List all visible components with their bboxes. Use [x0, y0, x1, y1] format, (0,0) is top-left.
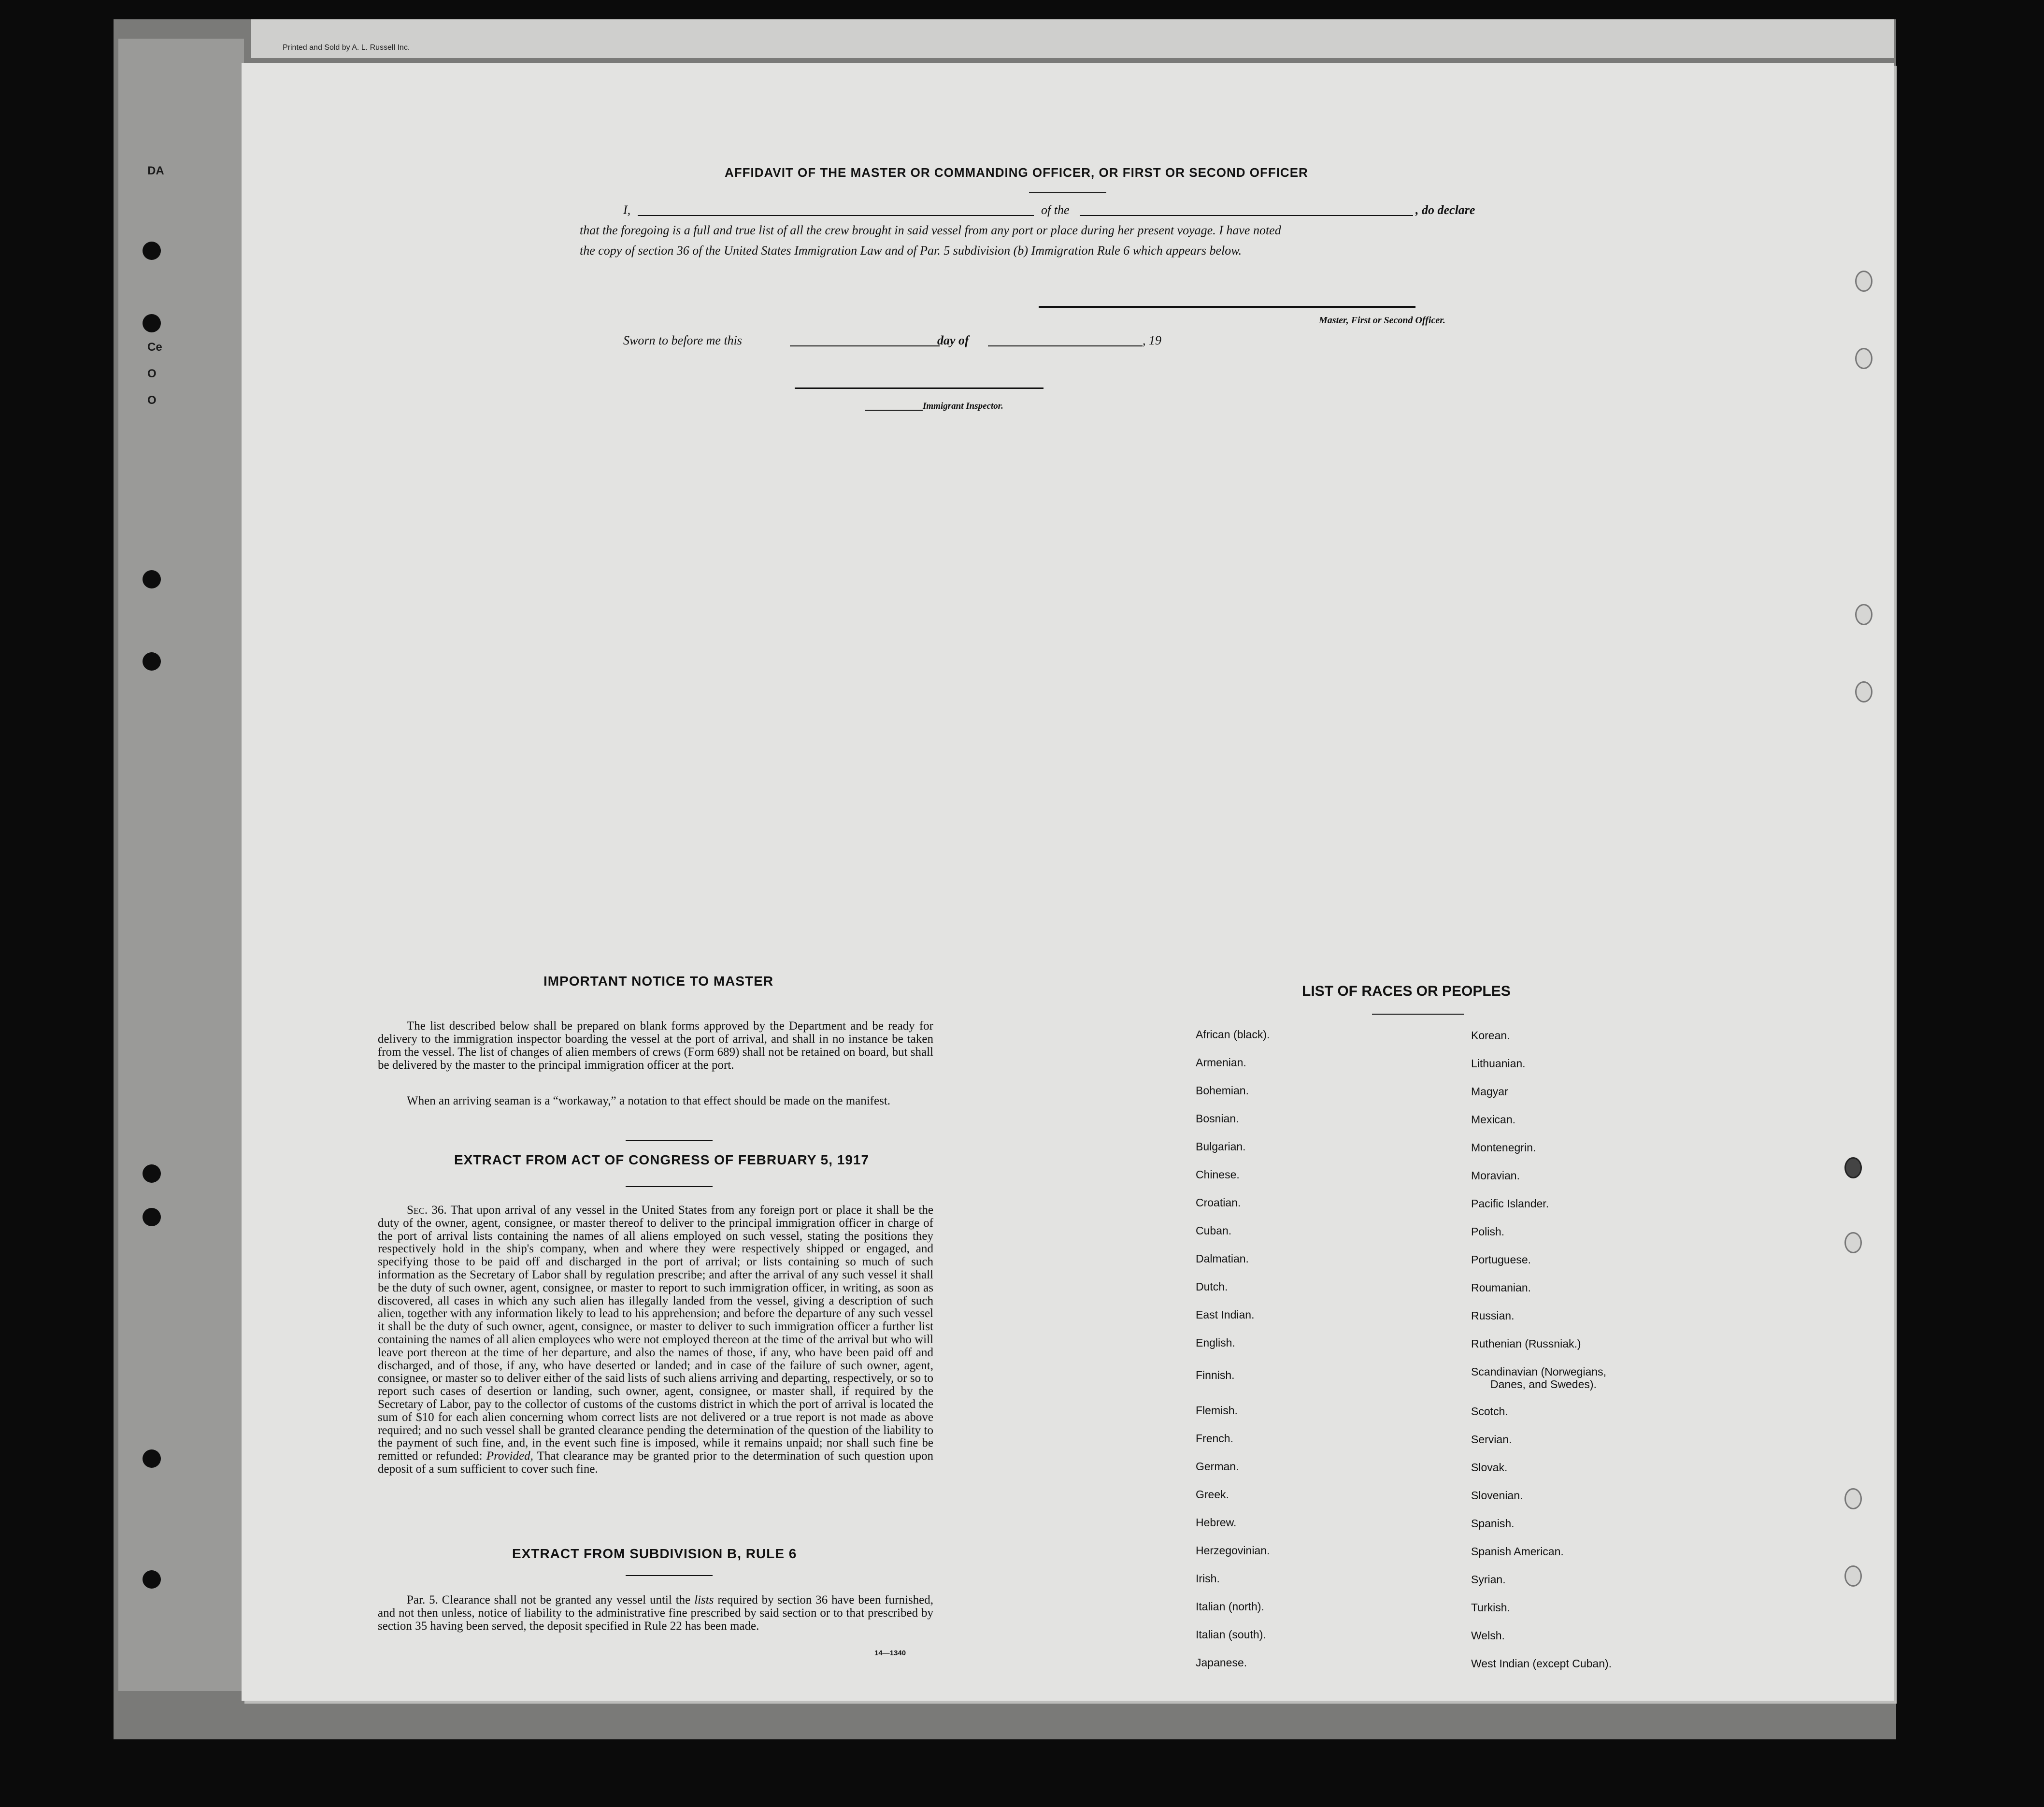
race-item: Portuguese.: [1471, 1253, 1531, 1266]
race-item: Hebrew.: [1196, 1516, 1237, 1529]
provided-text: Provided,: [486, 1449, 533, 1463]
race-item: Lithuanian.: [1471, 1057, 1526, 1070]
section-36-label: Sec. 36.: [407, 1204, 447, 1217]
race-item: Bulgarian.: [1196, 1140, 1246, 1153]
par-5-body-a: Par. 5. Clearance shall not be granted any vessel until the: [407, 1593, 691, 1606]
binder-ring: [1855, 271, 1872, 292]
binder-ring: [1844, 1565, 1862, 1587]
inspector-signature-line[interactable]: [795, 387, 1043, 389]
race-item: Scandinavian (Norwegians,: [1471, 1365, 1606, 1378]
punch-hole: [143, 1449, 161, 1468]
race-item: Magyar: [1471, 1085, 1508, 1098]
title-rule: [1029, 192, 1106, 193]
race-item: Turkish.: [1471, 1601, 1510, 1614]
binder-ring: [1855, 681, 1872, 703]
race-item: Spanish.: [1471, 1517, 1515, 1530]
binder-ring: [1844, 1232, 1862, 1253]
race-item: Spanish American.: [1471, 1545, 1564, 1558]
race-item: West Indian (except Cuban).: [1471, 1657, 1612, 1670]
race-item: Japanese.: [1196, 1656, 1247, 1669]
race-item: Scotch.: [1471, 1405, 1508, 1418]
form-number: 14—1340: [874, 1649, 906, 1657]
section-36-end: That clearance may be granted prior to the determination of such question upon deposit of a sum sufficient to cover such fine.: [378, 1449, 933, 1476]
section-36-body: That upon arrival of any vessel in the United States from any foreign port or place it shall be the duty of the owner, agent, consignee, or master thereof to deliver to the principal immigration officer in charge of the port of arrival lists containing the names of all aliens employed on such vessel, stating the positions they respectively hold in the ship's company, when and where they were respectively shipped or engaged, and specifying those to be paid off and discharged in the port of arrival; or lists containing so much of such information as the Secretary of Labor shall by regulation prescribe; and after the arrival of any such vessel it shall be the duty of such owner, agent, consignee, or master to report to such immigration officer, in writing, as soon as discovered, all cases in which any such alien has illegally landed from the vessel, giving a description of such alien, together with any information likely to lead to his apprehension; and before the departure of any such vessel it shall be the duty of such owner, agent, consignee, or master to deliver to such immigration officer a further list containing the names of all alien employees who were not employed thereon at the time of the arrival but who will leave port thereon at the time of her departure, and also the names of those, if any, who have been paid off and discharged, and of those, if any, who have deserted or landed; and in case of the failure of such owner, agent, consignee, or master so to deliver either of the said lists of such aliens arriving and departing, respectively, or so to report such cases of desertion or landing, such owner, agent, consignee, or master shall, if required by the Secretary of Labor, pay to the collector of customs of the customs district in which the port of arrival is located the sum of $10 for each alien concerning whom correct lists are not delivered or a true report is not made as above required; and no such vessel shall be granted clearance pending the determination of the question of the liability to the payment of such fine, and, in the event such fine is imposed, while it remains unpaid; nor shall such fine be remitted or refunded:: [378, 1204, 933, 1463]
race-item: Roumanian.: [1471, 1281, 1531, 1294]
race-item: Slovak.: [1471, 1461, 1508, 1474]
sworn-text: Sworn to before me this: [623, 333, 743, 347]
day-of-text: day of: [937, 333, 969, 347]
race-item: Cuban.: [1196, 1224, 1232, 1237]
race-item: Croatian.: [1196, 1196, 1241, 1209]
strip-fragment: Ce: [147, 341, 162, 354]
notice-paragraph-1: The list described below shall be prepared on blank forms approved by the Department and be ready for delivery to the immigration inspector boarding the vessel at the port of arrival, and shall in no instance be taken from the vessel. The list of changes of alien members of crews (Form 689) shall not be retained on board, but shall be delivered by the master to the principal immigration officer at the port.: [378, 1019, 933, 1072]
printer-line: Printed and Sold by A. L. Russell Inc.: [283, 43, 410, 52]
race-item: East Indian.: [1196, 1308, 1255, 1321]
race-item: Mexican.: [1471, 1113, 1516, 1126]
sworn-day-line[interactable]: [790, 345, 940, 346]
race-item: Ruthenian (Russniak.): [1471, 1337, 1581, 1350]
race-item: Syrian.: [1471, 1573, 1506, 1586]
race-item: German.: [1196, 1460, 1239, 1473]
section-rule: [626, 1186, 713, 1187]
sworn-month-line[interactable]: [988, 345, 1143, 346]
binder-ring: [1855, 348, 1872, 369]
race-item: Dalmatian.: [1196, 1252, 1249, 1265]
form-page: [242, 63, 1894, 1701]
race-item: Chinese.: [1196, 1168, 1240, 1181]
race-item: Armenian.: [1196, 1056, 1246, 1069]
race-item: Greek.: [1196, 1488, 1229, 1501]
left-sheet-strip: [118, 39, 244, 1691]
punch-hole: [143, 570, 161, 588]
race-item: Dutch.: [1196, 1280, 1228, 1293]
lists-text: lists: [694, 1593, 714, 1606]
race-item: Pacific Islander.: [1471, 1197, 1549, 1210]
race-item: Flemish.: [1196, 1404, 1238, 1417]
race-item: Servian.: [1471, 1433, 1512, 1446]
race-item: Bosnian.: [1196, 1112, 1239, 1125]
race-item-continued: Danes, and Swedes).: [1490, 1378, 1597, 1391]
race-item: Irish.: [1196, 1572, 1220, 1585]
race-item: Korean.: [1471, 1029, 1510, 1042]
race-item: Italian (south).: [1196, 1628, 1266, 1641]
affidavit-i: I,: [623, 203, 631, 217]
strip-fragment: O: [147, 367, 157, 380]
strip-fragment: DA: [147, 164, 164, 177]
punch-hole: [143, 652, 161, 671]
binder-ring: [1844, 1488, 1862, 1509]
name-line[interactable]: [638, 215, 1034, 216]
race-item: Herzegovinian.: [1196, 1544, 1270, 1557]
affidavit-line3: the copy of section 36 of the United States Immigration Law and of Par. 5 subdivision (b) Immigration Rule 6 which appears below.: [580, 244, 1242, 258]
affidavit-of-the: of the: [1041, 203, 1070, 217]
punch-hole: [143, 1164, 161, 1183]
inspector-label: Immigrant Inspector.: [923, 401, 1003, 411]
par-5-text: [378, 1593, 933, 1633]
punch-hole: [143, 242, 161, 260]
notice-title: IMPORTANT NOTICE TO MASTER: [543, 974, 774, 989]
race-item: Slovenian.: [1471, 1489, 1523, 1502]
race-item: Italian (north).: [1196, 1600, 1264, 1613]
rule-extract-title: EXTRACT FROM SUBDIVISION B, RULE 6: [512, 1546, 797, 1561]
race-item: Bohemian.: [1196, 1084, 1249, 1097]
race-item: Montenegrin.: [1471, 1141, 1536, 1154]
binder-ring: [1844, 1157, 1862, 1178]
affidavit-line2: that the foregoing is a full and true list of all the crew brought in said vessel from any port or place during her present voyage. I have noted: [580, 223, 1281, 237]
section-rule: [626, 1575, 713, 1576]
race-item: Welsh.: [1471, 1629, 1505, 1642]
race-item: Russian.: [1471, 1309, 1515, 1322]
race-item: Moravian.: [1471, 1169, 1520, 1182]
congress-extract-title: EXTRACT FROM ACT OF CONGRESS OF FEBRUARY 5, 1917: [454, 1152, 870, 1167]
race-item: English.: [1196, 1336, 1235, 1349]
master-signature-line[interactable]: [1039, 306, 1415, 308]
section-36-text: [378, 1204, 933, 1476]
binder-ring: [1855, 604, 1872, 625]
punch-hole: [143, 314, 161, 332]
race-item: Polish.: [1471, 1225, 1505, 1238]
race-item: Finnish.: [1196, 1369, 1235, 1381]
races-title: LIST OF RACES OR PEOPLES: [1302, 983, 1511, 999]
race-item: African (black).: [1196, 1028, 1270, 1041]
races-title-rule: [1372, 1014, 1464, 1015]
punch-hole: [143, 1208, 161, 1226]
vessel-line[interactable]: [1080, 215, 1413, 216]
race-item: French.: [1196, 1432, 1233, 1445]
strip-fragment: O: [147, 394, 157, 407]
master-label: Master, First or Second Officer.: [1319, 315, 1445, 326]
par-5-body-b: required by section 36 have been furnished, and not then unless, notice of liability to the administrative fine prescribed by said section or to that prescribed by section 35 having been served, the deposit specified in Rule 22 has been made.: [378, 1593, 934, 1633]
affidavit-declare: , do declare: [1415, 203, 1475, 217]
section-rule: [626, 1140, 713, 1141]
affidavit-title: AFFIDAVIT OF THE MASTER OR COMMANDING OFFICER, OR FIRST OR SECOND OFFICER: [725, 165, 1308, 180]
notice-paragraph-2: When an arriving seaman is a “workaway,” a notation to that effect should be made on the manifest.: [407, 1094, 891, 1107]
punch-hole: [143, 1570, 161, 1589]
inspector-short-line: [865, 410, 923, 411]
year-text: , 19: [1143, 333, 1161, 347]
